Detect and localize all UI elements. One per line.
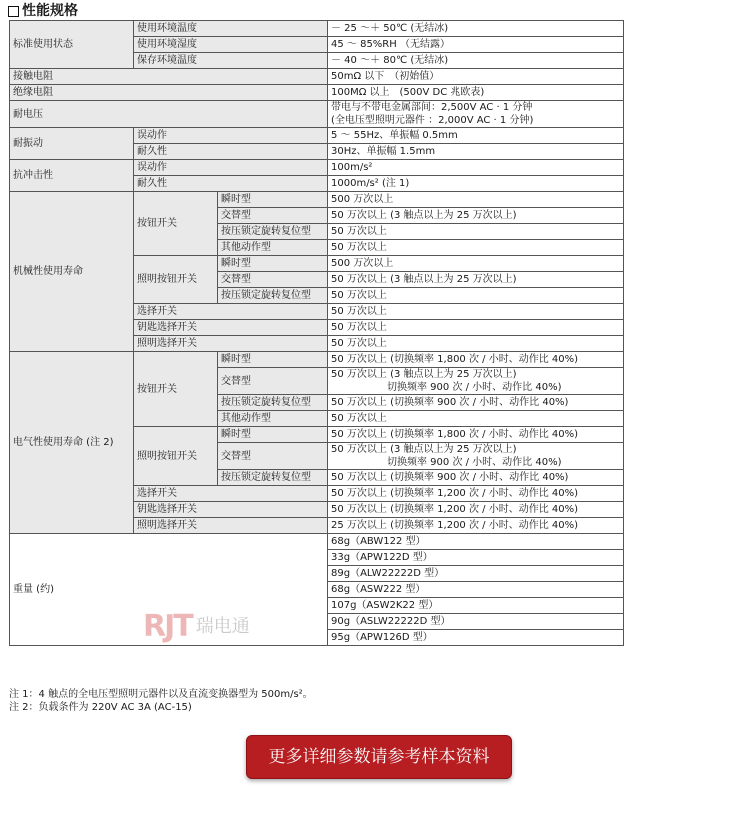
cell-value: 100MΩ 以上 (500V DC 兆欧表) — [328, 85, 624, 101]
watermark-text: 瑞电通 — [195, 616, 250, 637]
row-label: 重量 (约) — [10, 534, 328, 646]
row-label: 电气性使用寿命 (注 2) — [10, 352, 134, 534]
sub-label: 其他动作型 — [218, 240, 328, 256]
cell-value: 50 万次以上 (3 触点以上为 25 万次以上) — [328, 208, 624, 224]
sub-label: 耐久性 — [134, 176, 328, 192]
table-row — [10, 534, 624, 550]
cell-value: 90g（ASLW22222D 型） — [328, 614, 624, 630]
row-label: 耐振动 — [10, 128, 134, 160]
group-label: 照明按钮开关 — [134, 427, 218, 486]
sub-label: 按压锁定旋转复位型 — [218, 470, 328, 486]
footnote: 注 2：负载条件为 220V AC 3A (AC-15) — [9, 702, 192, 713]
cell-value: 50 万次以上 — [328, 224, 624, 240]
sub-label: 保存环境温度 — [134, 53, 328, 69]
sub-label: 按压锁定旋转复位型 — [218, 224, 328, 240]
watermark-logo: RJT — [143, 609, 192, 644]
row-label: 标准使用状态 — [10, 21, 134, 69]
spec-table — [9, 20, 624, 646]
table-row — [10, 101, 624, 128]
checkbox-square-icon — [8, 6, 19, 17]
group-label: 钥匙选择开关 — [134, 320, 328, 336]
cell-value: 5 ～ 55Hz、单振幅 0.5mm — [328, 128, 624, 144]
cell-value: 500 万次以上 — [328, 192, 624, 208]
sub-label: 瞬时型 — [218, 427, 328, 443]
cell-value: － 25 ～＋ 50℃ (无结冰) — [328, 21, 624, 37]
group-label: 照明选择开关 — [134, 336, 328, 352]
sub-label: 误动作 — [134, 160, 328, 176]
footnote: 注 1：4 触点的全电压型照明元器件以及直流变换器型为 500m/s²。 — [9, 689, 313, 700]
sub-label: 误动作 — [134, 128, 328, 144]
cell-value — [328, 101, 624, 128]
footnotes — [9, 688, 313, 714]
table-row — [10, 69, 624, 85]
group-label: 选择开关 — [134, 304, 328, 320]
cell-value: 50 万次以上 (3 触点以上为 25 万次以上) — [328, 272, 624, 288]
cell-value: 68g（ABW122 型） — [328, 534, 624, 550]
sub-label: 按压锁定旋转复位型 — [218, 395, 328, 411]
watermark — [143, 609, 250, 644]
sub-label: 瞬时型 — [218, 352, 328, 368]
group-label: 选择开关 — [134, 486, 328, 502]
value-line: 50 万次以上 (3 触点以上为 25 万次以上) — [331, 444, 517, 455]
cell-value: 50 万次以上 — [328, 320, 624, 336]
sub-label: 交替型 — [218, 443, 328, 470]
sub-label: 按压锁定旋转复位型 — [218, 288, 328, 304]
sub-label: 交替型 — [218, 208, 328, 224]
group-label: 钥匙选择开关 — [134, 502, 328, 518]
sub-label: 交替型 — [218, 272, 328, 288]
sub-label: 交替型 — [218, 368, 328, 395]
group-label: 照明选择开关 — [134, 518, 328, 534]
table-row — [10, 21, 624, 37]
value-line: 50 万次以上 (3 触点以上为 25 万次以上) — [331, 369, 517, 380]
sub-label: 瞬时型 — [218, 256, 328, 272]
cell-value: 50 万次以上 — [328, 336, 624, 352]
cell-value: 100m/s² — [328, 160, 624, 176]
cell-value: 50 万次以上 (切换频率 900 次 / 小时、动作比 40%) — [328, 470, 624, 486]
group-label: 按钮开关 — [134, 192, 218, 256]
value-line: 带电与不带电金属部间：2,500V AC · 1 分钟 — [331, 102, 533, 113]
cell-value: 25 万次以上 (切换频率 1,200 次 / 小时、动作比 40%) — [328, 518, 624, 534]
cell-value: 1000m/s² (注 1) — [328, 176, 624, 192]
cell-value: 89g（ALW22222D 型） — [328, 566, 624, 582]
cell-value: 50 万次以上 (切换频率 1,800 次 / 小时、动作比 40%) — [328, 427, 624, 443]
group-label: 按钮开关 — [134, 352, 218, 427]
sub-label: 瞬时型 — [218, 192, 328, 208]
cell-value — [328, 443, 624, 470]
row-label: 抗冲击性 — [10, 160, 134, 192]
cell-value: 95g（APW126D 型） — [328, 630, 624, 646]
value-line: 切换频率 900 次 / 小时、动作比 40%) — [387, 457, 562, 468]
cell-value: 45 ～ 85%RH （无结露） — [328, 37, 624, 53]
sub-label: 耐久性 — [134, 144, 328, 160]
cell-value: 50 万次以上 — [328, 288, 624, 304]
cell-value: 50 万次以上 (切换频率 1,200 次 / 小时、动作比 40%) — [328, 486, 624, 502]
table-row — [10, 352, 624, 368]
cell-value: 33g（APW122D 型） — [328, 550, 624, 566]
cell-value: 50 万次以上 (切换频率 900 次 / 小时、动作比 40%) — [328, 395, 624, 411]
cell-value: 50 万次以上 (切换频率 1,800 次 / 小时、动作比 40%) — [328, 352, 624, 368]
sub-label: 使用环境湿度 — [134, 37, 328, 53]
table-row — [10, 160, 624, 176]
cell-value: 50 万次以上 — [328, 411, 624, 427]
cell-value: 50 万次以上 — [328, 240, 624, 256]
cell-value: 30Hz、单振幅 1.5mm — [328, 144, 624, 160]
row-label: 接触电阻 — [10, 69, 328, 85]
more-details-button[interactable]: 更多详细参数请参考样本资料 — [246, 735, 512, 779]
table-row — [10, 128, 624, 144]
cell-value: 50 万次以上 — [328, 304, 624, 320]
table-row — [10, 85, 624, 101]
cell-value: － 40 ～＋ 80℃ (无结冰) — [328, 53, 624, 69]
row-label: 机械性使用寿命 — [10, 192, 134, 352]
cell-value: 107g（ASW2K22 型） — [328, 598, 624, 614]
cell-value: 68g（ASW222 型） — [328, 582, 624, 598]
group-label: 照明按钮开关 — [134, 256, 218, 304]
value-line: 切换频率 900 次 / 小时、动作比 40%) — [387, 382, 562, 393]
cell-value: 50mΩ 以下 （初始值） — [328, 69, 624, 85]
cell-value: 50 万次以上 (切换频率 1,200 次 / 小时、动作比 40%) — [328, 502, 624, 518]
section-title — [8, 2, 78, 20]
cell-value: 500 万次以上 — [328, 256, 624, 272]
table-row — [10, 192, 624, 208]
value-line: (全电压型照明元器件 ：2,000V AC · 1 分钟) — [331, 115, 534, 126]
section-title-text: 性能规格 — [22, 3, 78, 19]
row-label: 绝缘电阻 — [10, 85, 328, 101]
sub-label: 使用环境温度 — [134, 21, 328, 37]
sub-label: 其他动作型 — [218, 411, 328, 427]
row-label: 耐电压 — [10, 101, 328, 128]
cell-value — [328, 368, 624, 395]
